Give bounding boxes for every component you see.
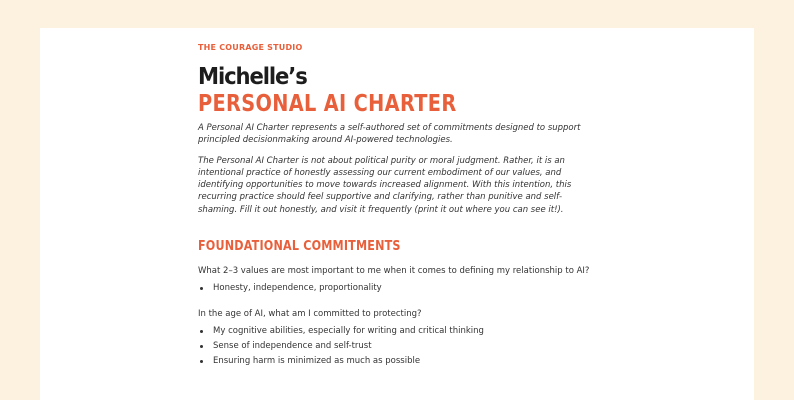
bullet-icon (200, 360, 203, 363)
answer-item (198, 339, 598, 354)
answer-list (198, 281, 598, 296)
charter-owner: Michelle’s (198, 64, 307, 90)
answer-text: My cognitive abilities, especially for writing and critical thinking (213, 326, 484, 337)
charter-document (40, 28, 754, 400)
bullet-icon (200, 330, 203, 333)
answer-item (198, 281, 598, 296)
answer-text: Sense of independence and self-trust (213, 341, 372, 352)
answer-text: Ensuring harm is minimized as much as possible (213, 356, 421, 367)
answer-item (198, 324, 598, 339)
section-heading: FOUNDATIONAL COMMITMENTS (198, 239, 401, 255)
bullet-icon (200, 345, 203, 348)
intro-guidance: The Personal AI Charter is not about political purity or moral judgment. Rather, it is an intentional practice of honestly assessing our current embodiment of our values, and identifying opportunities to move towards increased alignment. With this intention, this recurring practice should feel supportive and clarifying, rather than punitive and self-shaming. Fill it out honestly, and visit it frequently (print it out where you can see it!). (198, 155, 572, 215)
answer-list (198, 324, 598, 369)
answer-item (198, 354, 598, 369)
charter-content (198, 42, 598, 369)
bullet-icon (200, 287, 203, 290)
question-prompt: What 2–3 values are most important to me when it comes to defining my relationship to AI? (198, 266, 590, 277)
page-title: PERSONAL AI CHARTER (198, 91, 457, 117)
question-prompt: In the age of AI, what am I committed to protecting? (198, 309, 422, 320)
intro-definition: A Personal AI Charter represents a self-authored set of commitments designed to support principled decisionmaking around AI-powered technologies. (198, 123, 581, 146)
answer-text: Honesty, independence, proportionality (213, 283, 382, 294)
studio-name: THE COURAGE STUDIO (198, 43, 303, 52)
